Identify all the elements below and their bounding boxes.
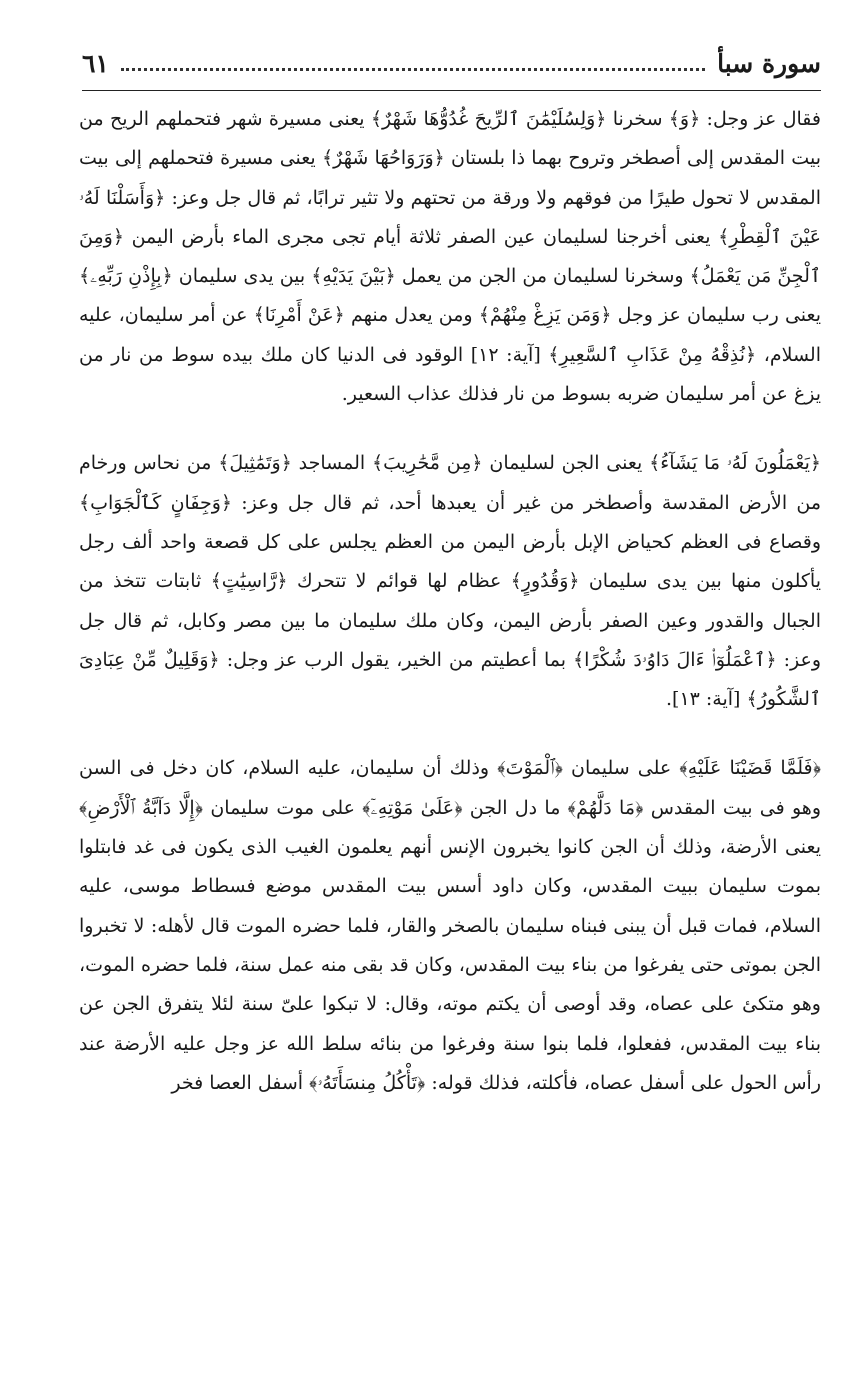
paragraph: فقال عز وجل: ﴿وَ﴾ سخرنا ﴿وَلِسُلَيْمَٰنَ ٱلرِّيحَ غُدُوُّهَا شَهْرٌ﴾ يعنى مسيرة شهر فتحملهم الريح من بيت المقدس إلى أصطخر وتروح بهما ذا بلستان ﴿وَرَوَاحُهَا شَهْرٌ﴾ يعنى مسيرة فتحملهم إلى بيت المقدس لا تحول طيرًا من فوقهم ولا ورقة من تحتهم ولا تثير ترابًا، ثم قال جل وعز: ﴿وَأَسَلْنَا لَهُۥ عَيْنَ ٱلْقِطْرِ﴾ يعنى أخرجنا لسليمان عين الصفر ثلاثة أيام تجى مجرى الماء بأرض اليمن ﴿وَمِنَ ٱلْجِنِّ مَن يَعْمَلُ﴾ وسخرنا لسليمان من الجن من يعمل ﴿بَيْنَ يَدَيْهِ﴾ بين يدى سليمان ﴿بِإِذْنِ رَبِّهِۦ﴾ يعنى رب سليمان عز وجل ﴿وَمَن يَزِغْ مِنْهُمْ﴾ ومن يعدل منهم ﴿عَنْ أَمْرِنَا﴾ عن أمر سليمان، عليه السلام، ﴿نُذِقْهُ مِنْ عَذَابِ ٱلسَّعِيرِ﴾ [آية: ١٢] الوقود فى الدنيا كان ملك بيده سوط من نار من يزغ عن أمر سليمان ضربه بسوط من نار فذلك عذاب السعير.: [79, 108, 821, 406]
paragraph: ﴿يَعْمَلُونَ لَهُۥ مَا يَشَآءُ﴾ يعنى الجن لسليمان ﴿مِن مَّحَٰرِيبَ﴾ المساجد ﴿وَتَمَٰثِيلَ﴾ من نحاس ورخام من الأرض المقدسة وأصطخر من غير أن يعبدها أحد، ثم قال جل وعز: ﴿وَجِفَانٍ كَٱلْجَوَابِ﴾ وقصاع فى العظم كحياض الإبل بأرض اليمن من العظم يجلس على كل قصعة واحد ألف رجل يأكلون منها بين يدى سليمان ﴿وَقُدُورٍ﴾ عظام لها قوائم لا تتحرك ﴿رَّاسِيَٰتٍ﴾ ثابتات تتخذ من الجبال والقدور وعين الصفر بأرض اليمن، وكان ملك سليمان ما بين مصر وكابل، ثم قال جل وعز: ﴿ٱعْمَلُوٓا۟ ءَالَ دَاوُۥدَ شُكْرًا﴾ بما أعطيتم من الخير، يقول الرب عز وجل: ﴿وَقَلِيلٌ مِّنْ عِبَادِىَ ٱلشَّكُورُ﴾ [آية: ١٣].: [79, 452, 821, 711]
header-divider: [82, 90, 821, 91]
paragraph: ﴿فَلَمَّا قَضَيْنَا عَلَيْهِ﴾ على سليمان ﴿ٱلْمَوْتَ﴾ وذلك أن سليمان، عليه السلام، كان دخل فى السن وهو فى بيت المقدس ﴿مَا دَلَّهُمْ﴾ ما دل الجن ﴿عَلَىٰ مَوْتِهِۦٓ﴾ على موت سليمان ﴿إِلَّا دَآبَّةُ ٱلْأَرْضِ﴾ يعنى الأرضة، وذلك أن الجن كانوا يخبرون الإنس أنهم يعلمون الغيب الذى يكون فى غد فابتلوا بموت سليمان ببيت المقدس، وكان داود أسس بيت المقدس موضع فسطاط موسى، عليه السلام، فمات قبل أن يبنى فبناه سليمان بالصخر والقار، فلما حضره الموت قال لأهله: لا تخبروا الجن بموتى حتى يفرغوا من بناء بيت المقدس، وكان قد بقى منه عمل سنة، فلما حضره الموت، وهو متكئ على عصاه، وقد أوصى أن يكتم موته، وقال: لا تبكوا علىّ سنة لئلا يتفرق الجن عن بناء بيت المقدس، ففعلوا، فلما بنوا سنة وفرغوا من بنائه سلط الله عز وجل عليه الأرضة عند رأس الحول على أسفل عصاه، فأكلته، فذلك قوله: ﴿تَأْكُلُ مِنسَأَتَهُۥ﴾ أسفل العصا فخر: [79, 757, 821, 1094]
page-number: ٦١: [82, 48, 109, 78]
page-body: [79, 100, 821, 1103]
header-leader-dots: [121, 68, 705, 71]
surah-title: سورة سبأ: [717, 48, 821, 78]
page-header: [82, 40, 821, 86]
